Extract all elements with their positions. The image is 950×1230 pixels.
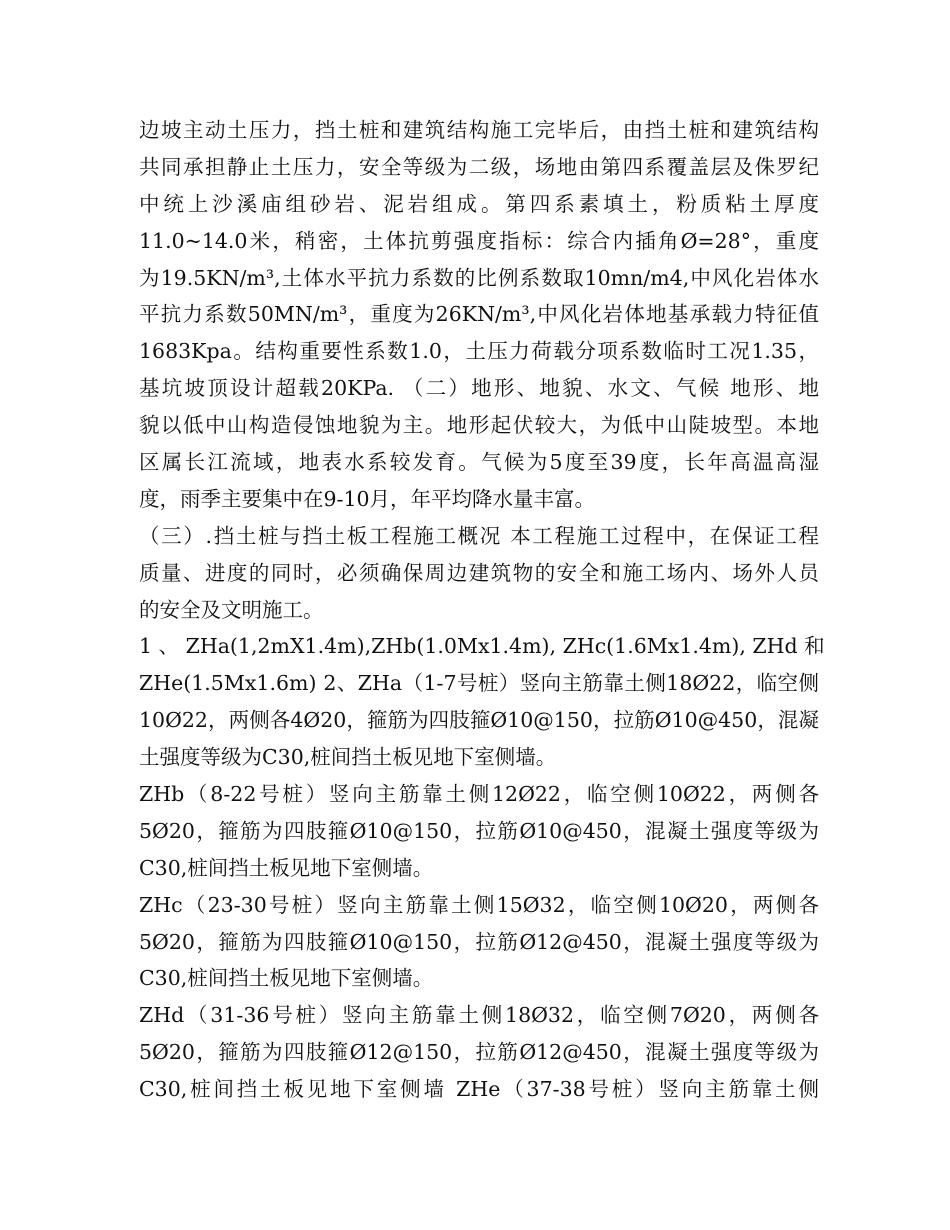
text-line: 5Ø20，箍筋为四肢箍Ø10@150，拉筋Ø10@450，混凝土强度等级为	[139, 818, 819, 843]
text-line: 平抗力系数50MN/m³，重度为26KN/m³,中风化岩体地基承载力特征值	[139, 302, 819, 327]
text-line: 区属长江流域，地表水系较发育。气候为5度至39度，长年高温高湿	[139, 450, 819, 475]
text-line: 中统上沙溪庙组砂岩、泥岩组成。第四系素填土，粉质粘土厚度	[139, 191, 819, 216]
text-line: ZHc（23-30号桩）竖向主筋靠土侧15Ø32，临空侧10Ø20，两侧各	[139, 892, 819, 917]
text-line: C30,桩间挡土板见地下室侧墙 ZHe（37-38号桩）竖向主筋靠土侧	[139, 1077, 819, 1102]
text-line: 貌以低中山构造侵蚀地貌为主。地形起伏较大，为低中山陡坡型。本地	[139, 413, 819, 438]
text-line: 度，雨季主要集中在9-10月，年平均降水量丰富。	[139, 486, 596, 511]
text-line: （三）.挡土桩与挡土板工程施工概况 本工程施工过程中，在保证工程	[139, 523, 819, 548]
text-line: ZHe(1.5Mx1.6m) 2、ZHa（1-7号桩）竖向主筋靠土侧18Ø22，临空侧	[139, 671, 819, 696]
text-line: 5Ø20，箍筋为四肢箍Ø12@150，拉筋Ø12@450，混凝土强度等级为	[139, 1040, 819, 1065]
text-line: 的安全及文明施工。	[139, 597, 324, 622]
text-line: ZHb（8-22号桩）竖向主筋靠土侧12Ø22，临空侧10Ø22，两侧各	[139, 782, 819, 807]
text-line: C30,桩间挡土板见地下室侧墙。	[139, 855, 434, 880]
text-line: 边坡主动土压力，挡土桩和建筑结构施工完毕后，由挡土桩和建筑结构	[139, 118, 819, 142]
text-line: 10Ø22，两侧各4Ø20，箍筋为四肢箍Ø10@150，拉筋Ø10@450，混凝	[139, 708, 819, 733]
text-line: 1 、 ZHa(1,2mX1.4m),ZHb(1.0Mx1.4m), ZHc(1.6Mx1.4m), ZHd 和	[139, 634, 825, 659]
text-line: 11.0~14.0米，稍密，土体抗剪强度指标：综合内插角Ø=28°，重度	[139, 228, 819, 253]
text-line: 基坑坡顶设计超载20KPa. （二）地形、地貌、水文、气候 地形、地	[139, 376, 819, 401]
text-line: 1683Kpa。结构重要性系数1.0，土压力荷载分项系数临时工况1.35，	[139, 339, 819, 364]
text-line: 土强度等级为C30,桩间挡土板见地下室侧墙。	[139, 745, 557, 770]
text-line: 5Ø20，箍筋为四肢箍Ø10@150，拉筋Ø12@450，混凝土强度等级为	[139, 929, 819, 954]
text-line: 为19.5KN/m³,土体水平抗力系数的比例系数取10mn/m4,中风化岩体水	[139, 265, 819, 290]
text-line: 共同承担静止土压力，安全等级为二级，场地由第四系覆盖层及侏罗纪	[139, 154, 819, 179]
body-text	[139, 112, 825, 1108]
text-line: C30,桩间挡土板见地下室侧墙。	[139, 966, 434, 991]
text-line: 质量、进度的同时，必须确保周边建筑物的安全和施工场内、场外人员	[139, 560, 819, 585]
text-line: ZHd（31-36号桩）竖向主筋靠土侧18Ø32，临空侧7Ø20，两侧各	[139, 1003, 819, 1028]
